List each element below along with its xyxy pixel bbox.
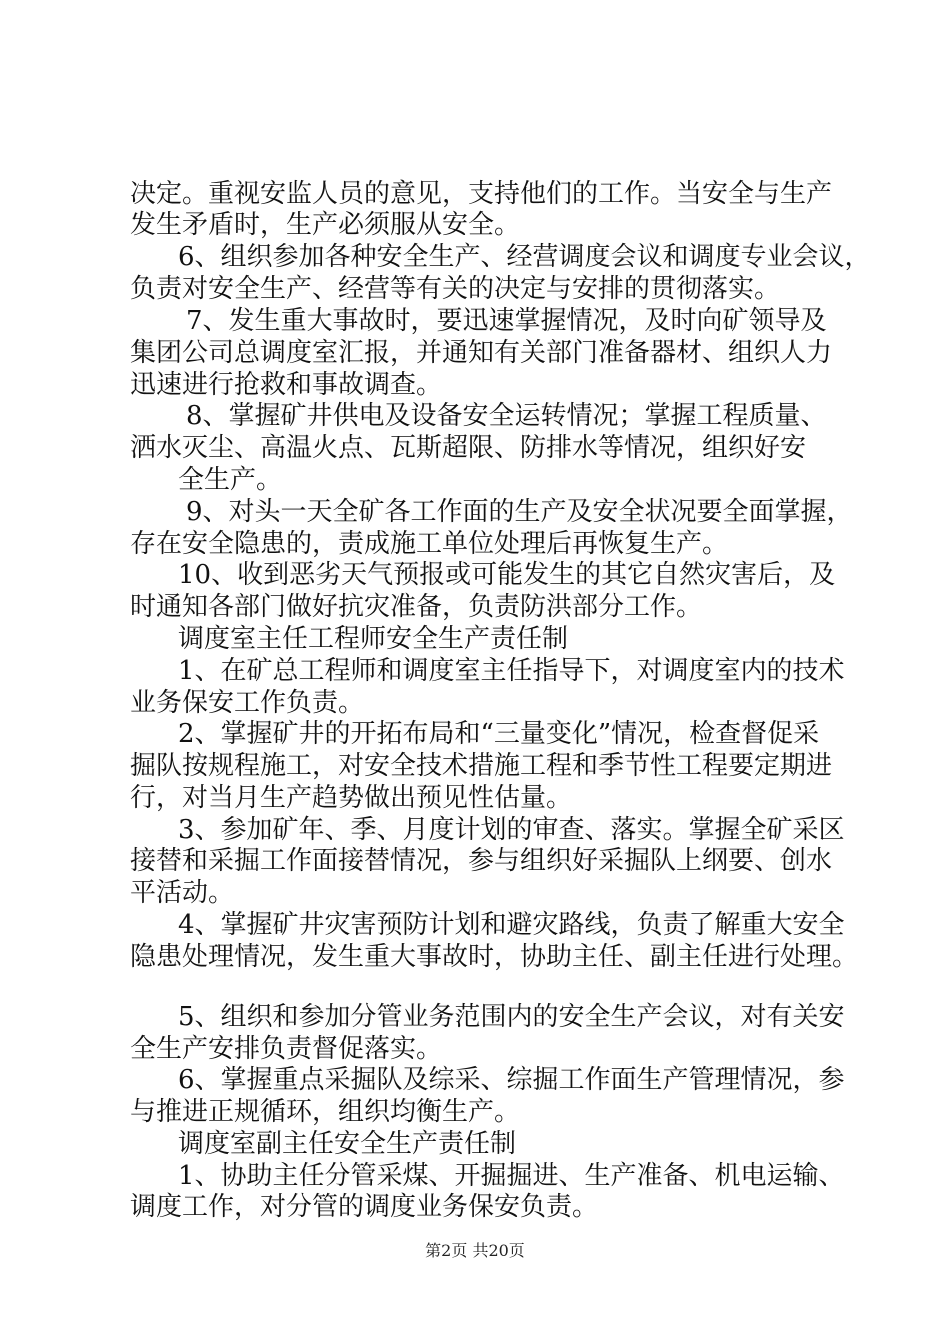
text-line: 全生产安排负责督促落实。 <box>130 1034 443 1064</box>
text-line: 6、掌握重点采掘队及综采、综掘工作面生产管理情况，参 <box>178 1065 845 1095</box>
text-line: 接替和采掘工作面接替情况，参与组织好采掘队上纲要、创水 <box>130 846 833 876</box>
text-line: 5、组织和参加分管业务范围内的安全生产会议，对有关安 <box>178 1002 845 1032</box>
text-line: 9、对头一天全矿各工作面的生产及安全状况要全面掌握， <box>186 497 853 527</box>
page-number: 第2页 共20页 <box>425 1241 525 1260</box>
text-line: 行，对当月生产趋势做出预见性估量。 <box>130 783 573 813</box>
text-line: 迅速进行抢救和事故调查。 <box>130 370 443 400</box>
text-line: 洒水灭尘、高温火点、瓦斯超限、防排水等情况，组织好安 <box>130 433 807 463</box>
text-line: 时通知各部门做好抗灾准备，负责防洪部分工作。 <box>130 592 703 622</box>
text-line: 调度工作，对分管的调度业务保安负责。 <box>130 1192 599 1222</box>
text-line: 4、掌握矿井灾害预防计划和避灾路线，负责了解重大安全 <box>178 910 845 940</box>
text-line: 全生产。 <box>178 465 283 495</box>
text-line: 3、参加矿年、季、月度计划的审查、落实。掌握全矿采区 <box>178 815 845 845</box>
text-line: 掘队按规程施工，对安全技术措施工程和季节性工程要定期进 <box>130 751 833 781</box>
text-line: 2、掌握矿井的开拓布局和“三量变化”情况，检查督促采 <box>178 719 820 749</box>
text-line: 7、发生重大事故时，要迅速掌握情况，及时向矿领导及 <box>186 306 827 336</box>
text-line: 平活动。 <box>130 878 235 908</box>
text-line: 8、掌握矿井供电及设备安全运转情况；掌握工程质量、 <box>186 401 827 431</box>
text-line: 10、收到恶劣天气预报或可能发生的其它自然灾害后，及 <box>178 560 836 590</box>
text-line: 1、在矿总工程师和调度室主任指导下，对调度室内的技术 <box>178 656 845 686</box>
text-line: 存在安全隐患的，责成施工单位处理后再恢复生产。 <box>130 529 729 559</box>
text-line: 发生矛盾时，生产必须服从安全。 <box>130 210 521 240</box>
text-line: 隐患处理情况，发生重大事故时，协助主任、副主任进行处理。 <box>130 942 859 972</box>
text-line: 负责对安全生产、经营等有关的决定与安排的贯彻落实。 <box>130 274 781 304</box>
text-line: 集团公司总调度室汇报，并通知有关部门准备器材、组织人力 <box>130 338 833 368</box>
text-line: 与推进正规循环，组织均衡生产。 <box>130 1097 521 1127</box>
text-line: 业务保安工作负责。 <box>130 688 365 718</box>
text-line: 1、协助主任分管采煤、开掘掘进、生产准备、机电运输、 <box>178 1161 845 1191</box>
text-line: 6、组织参加各种安全生产、经营调度会议和调度专业会议， <box>178 242 871 272</box>
text-line: 决定。重视安监人员的意见，支持他们的工作。当安全与生产 <box>130 179 833 209</box>
section-heading: 调度室主任工程师安全生产责任制 <box>178 624 569 654</box>
section-heading: 调度室副主任安全生产责任制 <box>178 1129 517 1159</box>
